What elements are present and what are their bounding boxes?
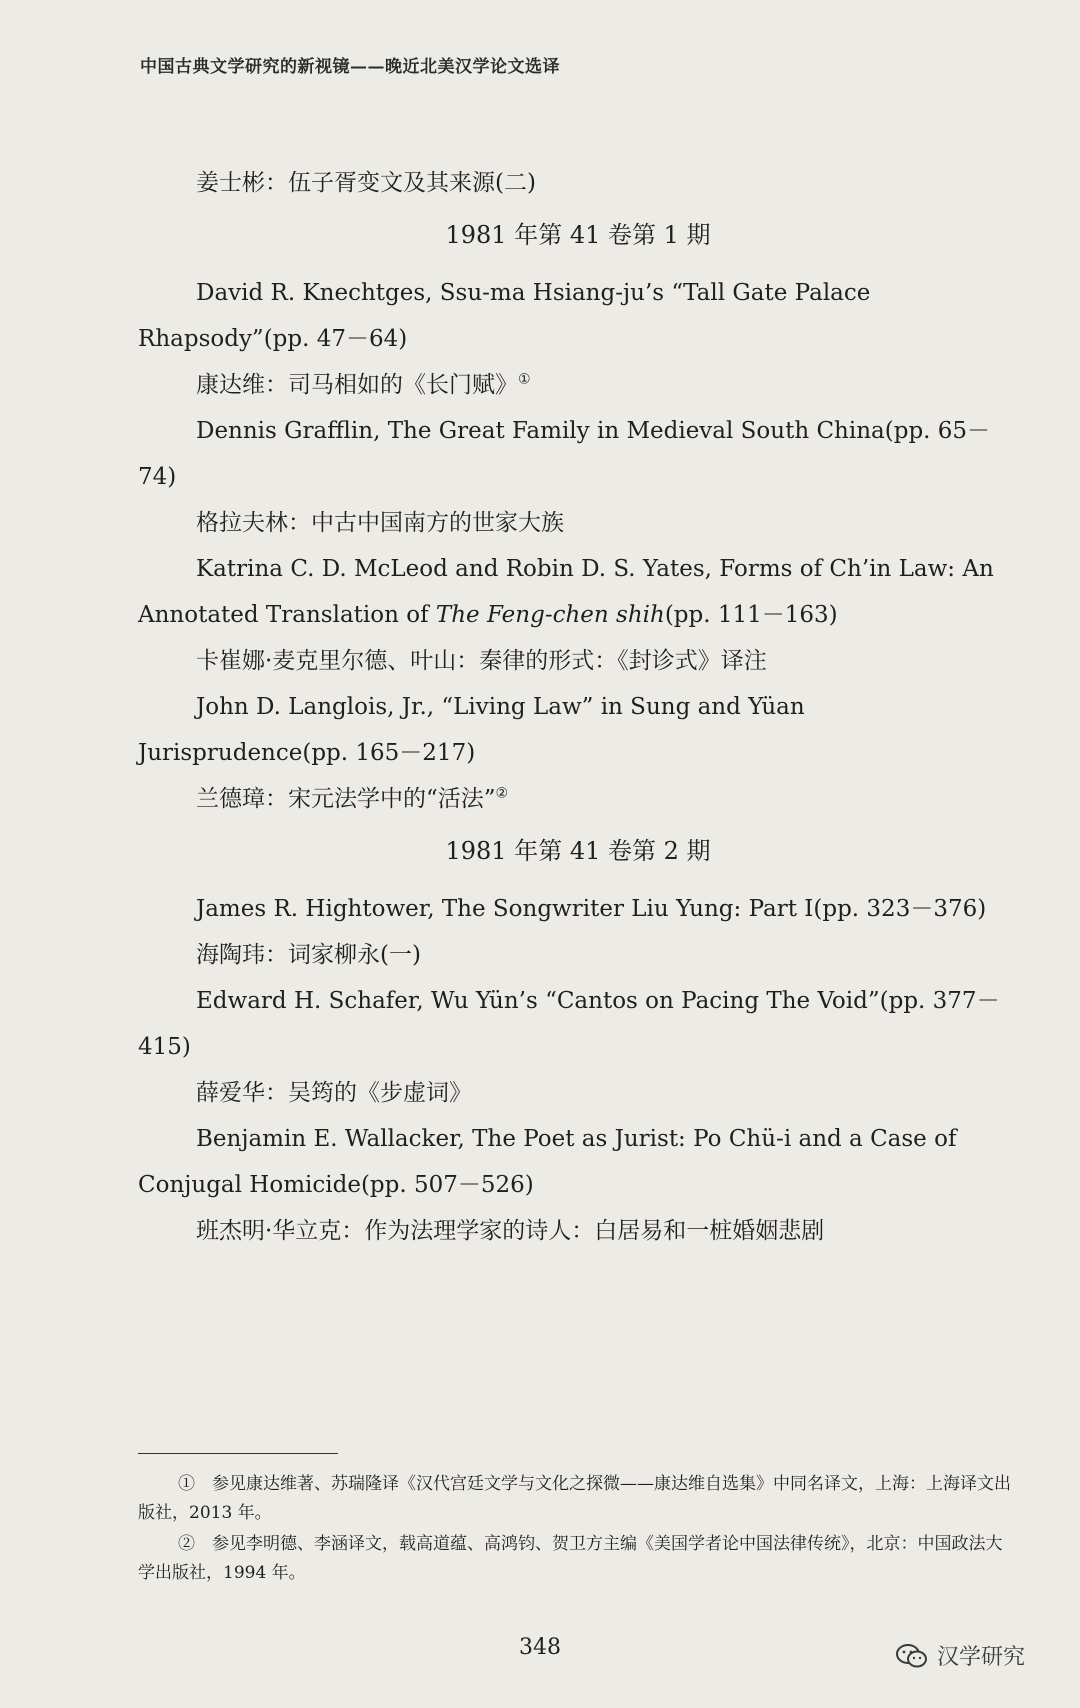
watermark [895,1640,1025,1671]
watermark-text: 汉学研究 [937,1645,1026,1670]
english-citation: Dennis Grafflin, The Great Family in Medieval South China(pp. 65－74) [138,418,991,490]
english-citation: James R. Hightower, The Songwriter Liu Yung: Part I(pp. 323－376) [196,896,987,922]
running-head: 中国古典文学研究的新视镜——晚近北美汉学论文选译 [140,57,560,77]
chinese-title: 康达维：司马相如的《长门赋》① [196,371,531,398]
footnote-marker: ① [518,371,531,388]
footnotes [138,1470,1018,1590]
footnote-rule [138,1453,338,1454]
wechat-icon [895,1643,929,1669]
english-citation: Katrina C. D. McLeod and Robin D. S. Yates, Forms of Ch’in Law: An Annotated Translation of The Feng-chen shih(pp. 111－163) [138,556,994,628]
footnote: ① 参见康达维著、苏瑞隆译《汉代宫廷文学与文化之探微——康达维自选集》中同名译文，上海：上海译文出版社，2013 年。 [138,1474,1011,1523]
italic-title: The Feng-chen shih [435,602,665,628]
chinese-title: 班杰明·华立克：作为法理学家的诗人：白居易和一桩婚姻悲剧 [196,1218,825,1244]
chinese-title: 薛爱华：吴筠的《步虚词》 [196,1080,472,1106]
article-list [138,160,1018,1254]
chinese-title: 兰德璋：宋元法学中的“活法”② [196,785,509,812]
english-citation: Edward H. Schafer, Wu Yün’s “Cantos on Pacing The Void”(pp. 377－415) [138,988,1000,1060]
issue-heading: 1981 年第 41 卷第 1 期 [445,221,711,249]
footnote-marker: ② [495,785,509,802]
chinese-title: 海陶玮：词家柳永(一) [196,942,421,968]
issue-heading: 1981 年第 41 卷第 2 期 [445,837,711,865]
chinese-title: 卡崔娜·麦克里尔德、叶山：秦律的形式：《封诊式》译注 [196,648,767,674]
english-citation: John D. Langlois, Jr., “Living Law” in Sung and Yüan Jurisprudence(pp. 165－217) [138,694,805,766]
english-citation: Benjamin E. Wallacker, The Poet as Jurist: Po Chü-i and a Case of Conjugal Homicide(pp. 507－526) [138,1126,957,1198]
page-number: 348 [519,1635,561,1660]
footnote: ② 参见李明德、李涵译文，载高道蕴、高鸿钧、贺卫方主编《美国学者论中国法律传统》，北京：中国政法大学出版社，1994 年。 [138,1534,1003,1583]
english-citation: David R. Knechtges, Ssu-ma Hsiang-ju’s “Tall Gate Palace Rhapsody”(pp. 47－64) [138,280,871,352]
chinese-title: 姜士彬：伍子胥变文及其来源(二) [196,170,536,196]
chinese-title: 格拉夫林：中古中国南方的世家大族 [196,510,564,536]
